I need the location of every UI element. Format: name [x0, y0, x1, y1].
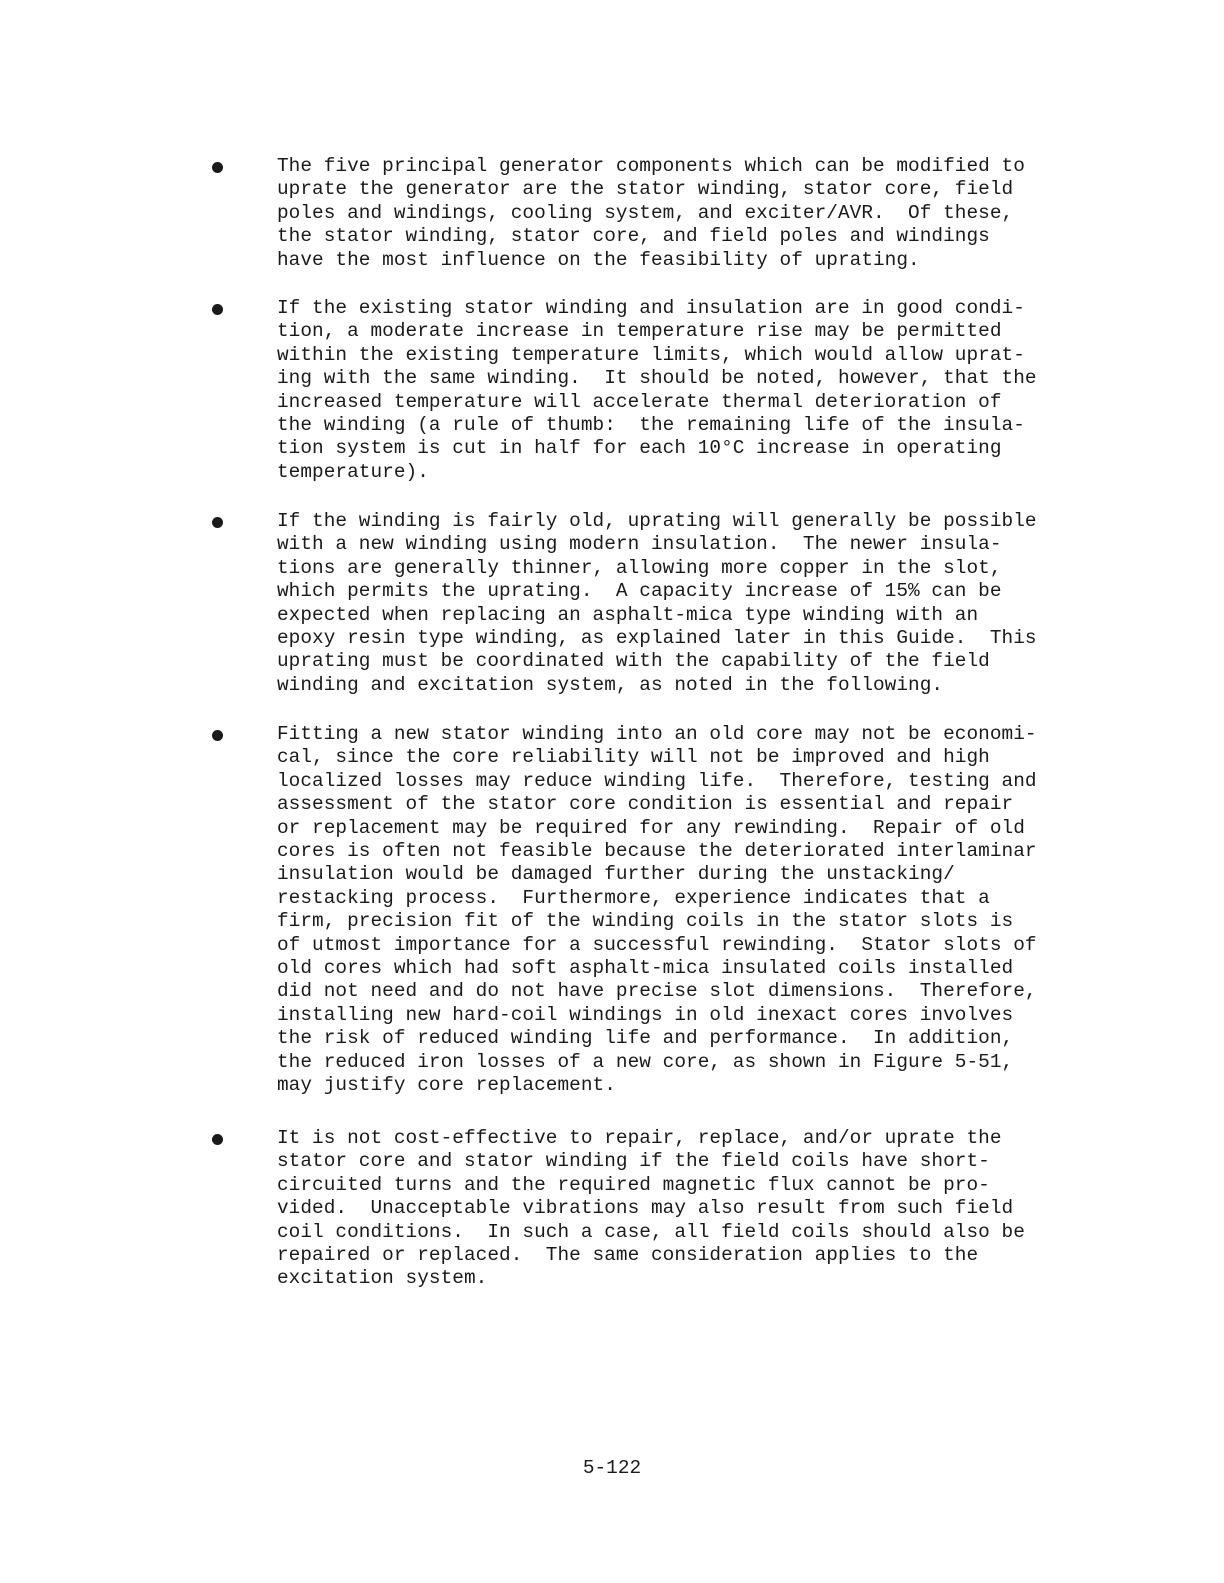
text-line: circuited turns and the required magnetic flux cannot be pro-	[277, 1173, 990, 1196]
paragraph-uprate-components	[277, 155, 1067, 272]
bullet-marker	[212, 1134, 223, 1145]
text-line: localized losses may reduce winding life. Therefore, testing and	[277, 769, 1037, 792]
paragraph-new-winding-old-core	[277, 723, 1067, 1098]
text-line: expected when replacing an asphalt-mica type winding with an	[277, 603, 979, 626]
text-line: cores is often not feasible because the deteriorated interlaminar	[277, 840, 1037, 863]
bullet-marker	[212, 162, 223, 173]
text-line: restacking process. Furthermore, experience indicates that a	[277, 886, 990, 909]
text-line: within the existing temperature limits, which would allow uprat-	[277, 343, 1025, 366]
text-line: epoxy resin type winding, as explained later in this Guide. This	[277, 627, 1037, 650]
text-line: If the existing stator winding and insulation are in good condi-	[277, 297, 1025, 319]
bullet-marker	[212, 730, 223, 741]
text-line: tion, a moderate increase in temperature rise may be permitted	[277, 320, 1002, 343]
text-line: repaired or replaced. The same consideration applies to the	[277, 1244, 979, 1267]
text-line: If the winding is fairly old, uprating will generally be possible	[277, 510, 1037, 532]
text-line: old cores which had soft asphalt-mica insulated coils installed	[277, 957, 1014, 980]
text-line: have the most influence on the feasibility of uprating.	[277, 248, 920, 271]
text-line: coil conditions. In such a case, all field coils should also be	[277, 1220, 1025, 1243]
text-line: poles and windings, cooling system, and exciter/AVR. Of these,	[277, 201, 1014, 224]
text-line: vided. Unacceptable vibrations may also result from such field	[277, 1197, 1014, 1220]
text-line: temperature).	[277, 460, 429, 483]
text-line: with a new winding using modern insulation. The newer insula-	[277, 533, 1002, 556]
bullet-marker	[212, 304, 223, 315]
text-line: uprate the generator are the stator winding, stator core, field	[277, 178, 1014, 201]
text-line: or replacement may be required for any rewinding. Repair of old	[277, 816, 1025, 839]
text-line: ing with the same winding. It should be noted, however, that the	[277, 367, 1037, 390]
text-line: installing new hard-coil windings in old inexact cores involves	[277, 1003, 1014, 1026]
text-line: increased temperature will accelerate thermal deterioration of	[277, 390, 1002, 413]
text-line: assessment of the stator core condition is essential and repair	[277, 793, 1014, 816]
text-line: may justify core replacement.	[277, 1074, 616, 1097]
text-line: Fitting a new stator winding into an old core may not be economi-	[277, 723, 1037, 745]
text-line: did not need and do not have precise slot dimensions. Therefore,	[277, 980, 1037, 1003]
paragraph-field-coils	[277, 1127, 1067, 1291]
text-line: It is not cost-effective to repair, replace, and/or uprate the	[277, 1127, 1002, 1149]
text-line: of utmost importance for a successful rewinding. Stator slots of	[277, 933, 1037, 956]
text-line: cal, since the core reliability will not be improved and high	[277, 746, 990, 769]
text-line: firm, precision fit of the winding coils in the stator slots is	[277, 910, 1014, 933]
paragraph-existing-winding	[277, 297, 1067, 484]
bullet-marker	[212, 517, 223, 528]
text-line: excitation system.	[277, 1267, 488, 1290]
paragraph-old-winding	[277, 510, 1067, 697]
text-line: tion system is cut in half for each 10°C increase in operating	[277, 437, 1002, 460]
text-line: tions are generally thinner, allowing more copper in the slot,	[277, 556, 1002, 579]
text-line: uprating must be coordinated with the capability of the field	[277, 650, 990, 673]
text-line: the reduced iron losses of a new core, as shown in Figure 5-51,	[277, 1050, 1014, 1073]
text-line: the risk of reduced winding life and performance. In addition,	[277, 1027, 1014, 1050]
text-line: insulation would be damaged further during the unstacking/	[277, 863, 955, 886]
text-line: the stator winding, stator core, and field poles and windings	[277, 225, 990, 248]
text-line: The five principal generator components which can be modified to	[277, 155, 1025, 177]
page-number: 5-122	[582, 1457, 642, 1479]
text-line: the winding (a rule of thumb: the remaining life of the insula-	[277, 414, 1025, 437]
text-line: stator core and stator winding if the field coils have short-	[277, 1150, 990, 1173]
text-line: which permits the uprating. A capacity increase of 15% can be	[277, 580, 1002, 603]
text-line: winding and excitation system, as noted in the following.	[277, 673, 944, 696]
